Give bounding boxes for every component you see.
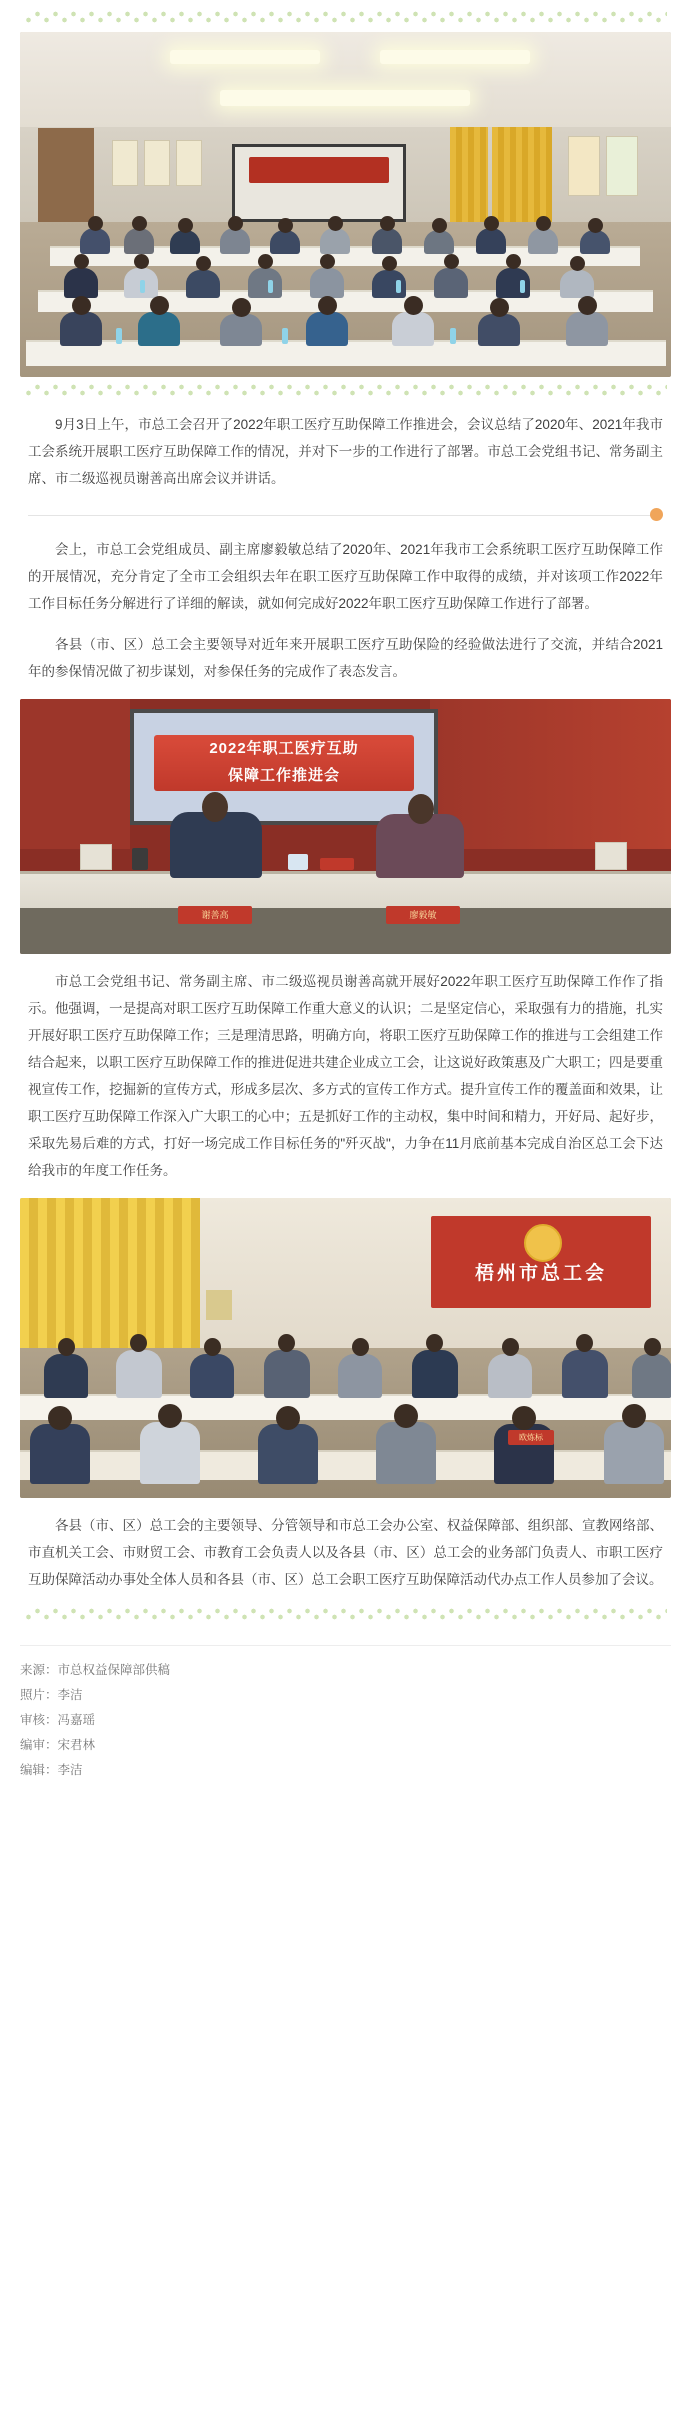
attendee-head [432, 218, 447, 233]
attendee [338, 1354, 382, 1398]
table-skirt [20, 908, 671, 954]
red-folder [320, 858, 354, 870]
paragraph-5: 各县（市、区）总工会的主要领导、分管领导和市总工会办公室、权益保障部、组织部、宣教网络部、市直机关工会、市财贸工会、市教育工会负责人以及各县（市、区）总工会的业务部门负责人、市职工医疗互助保障活动办事处全体人员和各县（市、区）总工会职工医疗互助保障活动代办点工作人员参加了会议。 [28, 1518, 663, 1587]
photo-2-wrapper [20, 699, 671, 954]
attendee-head [484, 216, 499, 231]
photo-3-wrapper [20, 1198, 671, 1498]
attendee-front [140, 1422, 200, 1484]
attendee [424, 230, 454, 254]
decorative-wave-top [24, 10, 667, 24]
attendee [60, 312, 102, 346]
attendee-head [404, 296, 423, 315]
attendee [562, 1350, 608, 1398]
projection-screen [232, 144, 406, 222]
attendee-front [258, 1424, 318, 1484]
attendee-head [74, 254, 89, 269]
attendee [412, 1350, 458, 1398]
wall-poster [144, 140, 170, 186]
paragraph-1: 9月3日上午，市总工会召开了2022年职工医疗互助保障工作推进会，会议总结了2020年、2021年我市工会系统开展职工医疗互助保障工作的情况，并对下一步的工作进行了部署。市总工会党组书记、常务副主席、市二级巡视员谢善高出席会议并讲话。 [28, 417, 663, 486]
audience-photo [20, 1198, 671, 1498]
attendee-head [318, 296, 337, 315]
attendee-head [178, 218, 193, 233]
wall-poster [176, 140, 202, 186]
ceiling [20, 32, 671, 127]
podium-photo [20, 699, 671, 954]
attendee-head [196, 256, 211, 271]
pen-holder [132, 848, 148, 870]
decorative-wave-bottom [24, 1607, 667, 1621]
footer-editor: 编辑：李洁 [20, 1763, 83, 1777]
attendee [476, 228, 506, 254]
water-bottle [116, 328, 122, 344]
attendee [372, 228, 402, 254]
attendee-head [72, 296, 91, 315]
attendee-front [30, 1424, 90, 1484]
attendee [270, 230, 300, 254]
attendee-head [576, 1334, 593, 1352]
screen-title-bar [249, 157, 389, 183]
attendee-head [88, 216, 103, 231]
attendee [488, 1354, 532, 1398]
attendee-head [382, 256, 397, 271]
article-page [0, 10, 691, 1801]
tissue-box [595, 842, 627, 870]
attendee [186, 270, 220, 298]
footer-photo-credit: 照片：李洁 [20, 1688, 83, 1702]
attendee [434, 268, 468, 298]
attendee-head [570, 256, 585, 271]
footer-source: 来源：市总权益保障部供稿 [20, 1663, 171, 1677]
attendee-head [622, 1404, 646, 1428]
attendee [306, 312, 348, 346]
attendee-head [228, 216, 243, 231]
wall-emblem-small [206, 1290, 232, 1320]
water-bottle [396, 280, 401, 293]
attendee [528, 228, 558, 254]
attendee-head [578, 296, 597, 315]
water-bottle [282, 328, 288, 344]
water-bottle [268, 280, 273, 293]
attendee-head [380, 216, 395, 231]
attendee-head [512, 1406, 536, 1430]
attendee [264, 1350, 310, 1398]
window-curtain [20, 1198, 200, 1363]
attendee-head [278, 218, 293, 233]
attendee-head [204, 1338, 221, 1356]
ceiling-light [380, 50, 530, 64]
attendee [632, 1354, 671, 1398]
union-emblem-icon [524, 1224, 562, 1262]
attendee-front [376, 1422, 436, 1484]
attendee-head [58, 1338, 75, 1356]
attendee-head [258, 254, 273, 269]
divider-line [28, 515, 663, 516]
attendee-head [506, 254, 521, 269]
attendee [220, 228, 250, 254]
org-banner [431, 1216, 651, 1308]
section-divider [28, 508, 663, 522]
tissue-box [80, 844, 112, 870]
attendee [478, 314, 520, 346]
attendee [138, 312, 180, 346]
attendee [220, 314, 262, 346]
attendee [392, 312, 434, 346]
attendee [310, 268, 344, 298]
attendee-head [132, 216, 147, 231]
attendee [580, 230, 610, 254]
projection-screen [130, 709, 438, 825]
nameplate-left: 谢善高 [178, 906, 252, 924]
attendee-head [150, 296, 169, 315]
wall-right [430, 699, 671, 849]
paragraph-3: 各县（市、区）总工会主要领导对近年来开展职工医疗互助保险的经验做法进行了交流，并结合2021年的参保情况做了初步谋划，对参保任务的完成作了表态发言。 [28, 637, 663, 679]
attendee [190, 1354, 234, 1398]
attendee [80, 228, 110, 254]
banner-text: 梧州市总工会 [474, 1263, 607, 1284]
attendee-head [352, 1338, 369, 1356]
water-bottle [140, 280, 145, 293]
attendee-head [588, 218, 603, 233]
divider-dot-icon [650, 508, 663, 521]
name-tag: 欧炼标 [508, 1430, 554, 1445]
attendee-head [158, 1404, 182, 1428]
decorative-wave-under-photo-1 [24, 383, 667, 397]
attendee-head [278, 1334, 295, 1352]
attendee-head [490, 298, 509, 317]
attendee [64, 268, 98, 298]
wall-poster [112, 140, 138, 186]
attendee [170, 230, 200, 254]
window-curtain [450, 127, 488, 237]
screen-title [154, 735, 414, 791]
attendee-head [328, 216, 343, 231]
water-bottle [450, 328, 456, 344]
door [38, 128, 94, 224]
table-row [20, 1450, 671, 1480]
wall-poster [568, 136, 600, 196]
attendee [560, 270, 594, 298]
water-bottle [520, 280, 525, 293]
speaker-left-head [202, 792, 228, 822]
ceiling-light [220, 90, 470, 106]
footer-reviewer: 审核：冯嘉瑶 [20, 1713, 96, 1727]
attendee-head [276, 1406, 300, 1430]
attendee-head [444, 254, 459, 269]
wall-poster [606, 136, 638, 196]
attendee-head [426, 1334, 443, 1352]
nameplate-right: 廖毅敏 [386, 906, 460, 924]
attendee-front [604, 1422, 664, 1484]
attendee [248, 268, 282, 298]
attendee [320, 228, 350, 254]
attendee [44, 1354, 88, 1398]
attendee [124, 228, 154, 254]
wall-left [20, 699, 130, 849]
attendee-head [48, 1406, 72, 1430]
paragraph-2: 会上，市总工会党组成员、副主席廖毅敏总结了2020年、2021年我市工会系统职工医疗互助保障工作的开展情况，充分肯定了全市工会组织去年在职工医疗互助保障工作中取得的成绩，并对该项工作2022年工作目标任务分解进行了详细的解读，就如何完成好2022年职工医疗互助保障工作进行了部署。 [28, 542, 663, 611]
screen-title-line-1: 2022年职工医疗互助 [209, 740, 359, 757]
attendee-head [394, 1404, 418, 1428]
conference-room-photo [20, 32, 671, 377]
water-cup [288, 854, 308, 870]
attendee-head [536, 216, 551, 231]
attendee [566, 312, 608, 346]
attendee-head [134, 254, 149, 269]
screen-title-line-2: 保障工作推进会 [227, 767, 340, 784]
photo-1-wrapper [20, 32, 671, 377]
attendee-head [644, 1338, 661, 1356]
footer-editor-in-chief: 编审：宋君林 [20, 1738, 96, 1752]
speaker-right-head [408, 794, 434, 824]
attendee-head [232, 298, 251, 317]
attendee [116, 1350, 162, 1398]
attendee-head [320, 254, 335, 269]
paragraph-4: 市总工会党组书记、常务副主席、市二级巡视员谢善高就开展好2022年职工医疗互助保障工作作了指示。他强调，一是提高对职工医疗互助保障工作重大意义的认识；二是坚定信心，采取强有力的措施，扎实开展好职工医疗互助保障工作；三是理清思路，明确方向，将职工医疗互助保障工作的推进与工会组建工作结合起来，以职工医疗互助保障工作的推进促进共建企业成立工会，让这说好政策惠及广大职工；四是要重视宣传工作，挖掘新的宣传方式，形成多层次、多方式的宣传工作方式。提升宣传工作的覆盖面和效果，让职工医疗互助保障工作深入广大职工的心中；五是抓好工作的主动权，集中时间和精力，开好局、起好步，采取先易后难的方式，打好一场完成工作目标任务的"歼灭战"，力争在11月底前基本完成自治区总工会下达给我市的年度工作任务。 [28, 974, 663, 1178]
attendee-head [130, 1334, 147, 1352]
ceiling-light [170, 50, 320, 64]
footer-meta [20, 1645, 671, 1783]
attendee-head [502, 1338, 519, 1356]
